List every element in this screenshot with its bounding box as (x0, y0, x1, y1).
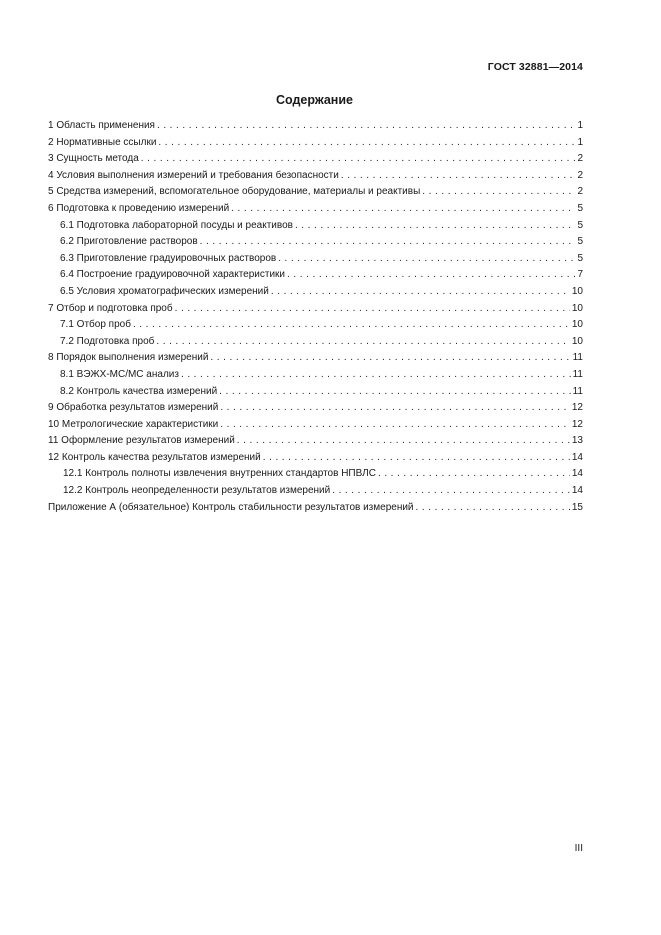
toc-entry-label: 6.1 Подготовка лабораторной посуды и реактивов (60, 219, 293, 231)
toc-entry[interactable] (48, 234, 583, 251)
toc-entry-page: 11 (572, 385, 583, 397)
toc-entry[interactable] (48, 433, 583, 450)
toc-dot-leader (422, 184, 575, 201)
toc-entry[interactable] (48, 384, 583, 401)
toc-entry-page: 14 (571, 451, 583, 463)
toc-entry-page: 7 (577, 269, 583, 281)
toc-entry[interactable] (48, 151, 583, 168)
toc-entry[interactable] (48, 267, 583, 284)
toc-entry[interactable] (48, 218, 583, 235)
toc-title: Содержание (275, 93, 353, 107)
toc-dot-leader (287, 267, 575, 284)
toc-entry[interactable] (48, 301, 583, 318)
toc-entry-page: 10 (571, 285, 583, 297)
toc-entry[interactable] (48, 201, 583, 218)
toc-entry-label: Приложение А (обязательное) Контроль стабильности результатов измерений (48, 501, 414, 513)
toc-entry-page: 10 (571, 319, 583, 331)
toc-dot-leader (200, 234, 576, 251)
toc-entry-label: 6.3 Приготовление градуировочных растворов (60, 252, 277, 264)
toc-entry[interactable] (48, 500, 583, 517)
toc-entry-label: 2 Нормативные ссылки (48, 136, 157, 148)
toc-entry-label: 12.1 Контроль полноты извлечения внутренних стандартов НПВЛС (63, 468, 376, 480)
toc-entry-label: 5 Средства измерений, вспомогательное оборудование, материалы и реактивы (48, 186, 421, 198)
toc-entry[interactable] (48, 251, 583, 268)
toc-dot-leader (271, 284, 570, 301)
toc-entry-label: 8 Порядок выполнения измерений (48, 352, 209, 364)
toc-entry-label: 6.2 Приготовление растворов (60, 236, 198, 248)
toc-entry[interactable] (48, 466, 583, 483)
toc-entry-label: 8.2 Контроль качества измерений (60, 385, 218, 397)
toc-entry[interactable] (48, 483, 583, 500)
toc-entry-page: 5 (577, 202, 583, 214)
toc-entry-page: 2 (577, 186, 583, 198)
page-number: III (574, 843, 583, 854)
toc-entry-label: 7 Отбор и подготовка проб (48, 302, 173, 314)
toc-entry-label: 6.5 Условия хроматографических измерений (60, 285, 269, 297)
toc-entry-label: 12 Контроль качества результатов измерений (48, 451, 261, 463)
toc-dot-leader (141, 151, 576, 168)
toc-entry[interactable] (48, 284, 583, 301)
toc-entry-label: 10 Метрологические характеристики (48, 418, 219, 430)
toc-entry-page: 5 (577, 236, 583, 248)
toc-dot-leader (416, 500, 570, 517)
toc-entry[interactable] (48, 317, 583, 334)
toc-entry-label: 7.2 Подготовка проб (60, 335, 155, 347)
toc-entry-page: 13 (571, 435, 583, 447)
toc-entry-page: 14 (571, 468, 583, 480)
toc-entry-page: 15 (571, 501, 583, 513)
toc-dot-leader (175, 301, 570, 318)
toc-entry[interactable] (48, 168, 583, 185)
toc-dot-leader (158, 135, 575, 152)
toc-dot-leader (231, 201, 575, 218)
toc-entry[interactable] (48, 334, 583, 351)
toc-entry-label: 7.1 Отбор проб (60, 319, 131, 331)
toc-entry-page: 12 (571, 418, 583, 430)
toc-dot-leader (332, 483, 570, 500)
toc-dot-leader (295, 218, 575, 235)
toc-entry-label: 9 Обработка результатов измерений (48, 402, 219, 414)
toc-dot-leader (220, 400, 570, 417)
toc-entry[interactable] (48, 417, 583, 434)
toc-dot-leader (263, 450, 570, 467)
toc-entry-label: 3 Сущность метода (48, 153, 139, 165)
toc-dot-leader (181, 367, 571, 384)
toc-entry-page: 12 (571, 402, 583, 414)
toc-entry[interactable] (48, 184, 583, 201)
toc-dot-leader (378, 466, 570, 483)
toc-entry-label: 4 Условия выполнения измерений и требования безопасности (48, 169, 339, 181)
toc-entry-label: 12.2 Контроль неопределенности результатов измерений (63, 485, 331, 497)
toc-dot-leader (133, 317, 570, 334)
toc-dot-leader (210, 350, 570, 367)
toc-entry-label: 11 Оформление результатов измерений (48, 435, 235, 447)
toc-entry[interactable] (48, 350, 583, 367)
toc-dot-leader (237, 433, 570, 450)
toc-entry[interactable] (48, 367, 583, 384)
toc-entry-page: 10 (571, 335, 583, 347)
document-code: ГОСТ 32881—2014 (487, 61, 583, 73)
toc-entry[interactable] (48, 450, 583, 467)
toc-dot-leader (278, 251, 575, 268)
toc-entry-page: 2 (577, 169, 583, 181)
toc-entry-page: 1 (577, 136, 583, 148)
toc-entry[interactable] (48, 135, 583, 152)
toc-entry-page: 2 (577, 153, 583, 165)
toc-dot-leader (219, 384, 570, 401)
toc-entry-page: 11 (572, 368, 583, 380)
toc-entry-label: 6 Подготовка к проведению измерений (48, 202, 230, 214)
toc-entry-page: 5 (577, 252, 583, 264)
toc-dot-leader (220, 417, 570, 434)
toc-entry[interactable] (48, 400, 583, 417)
toc-dot-leader (341, 168, 576, 185)
table-of-contents (48, 118, 583, 516)
toc-entry[interactable] (48, 118, 583, 135)
toc-entry-label: 1 Область применения (48, 120, 155, 131)
toc-entry-page: 10 (571, 302, 583, 314)
toc-entry-label: 6.4 Построение градуировочной характеристики (60, 269, 286, 281)
toc-dot-leader (156, 334, 570, 351)
toc-entry-label: 8.1 ВЭЖХ-МС/МС анализ (60, 368, 179, 380)
toc-entry-page: 11 (572, 352, 583, 364)
toc-entry-page: 1 (577, 120, 583, 131)
toc-entry-page: 5 (577, 219, 583, 231)
toc-dot-leader (157, 118, 575, 135)
toc-entry-page: 14 (571, 485, 583, 497)
